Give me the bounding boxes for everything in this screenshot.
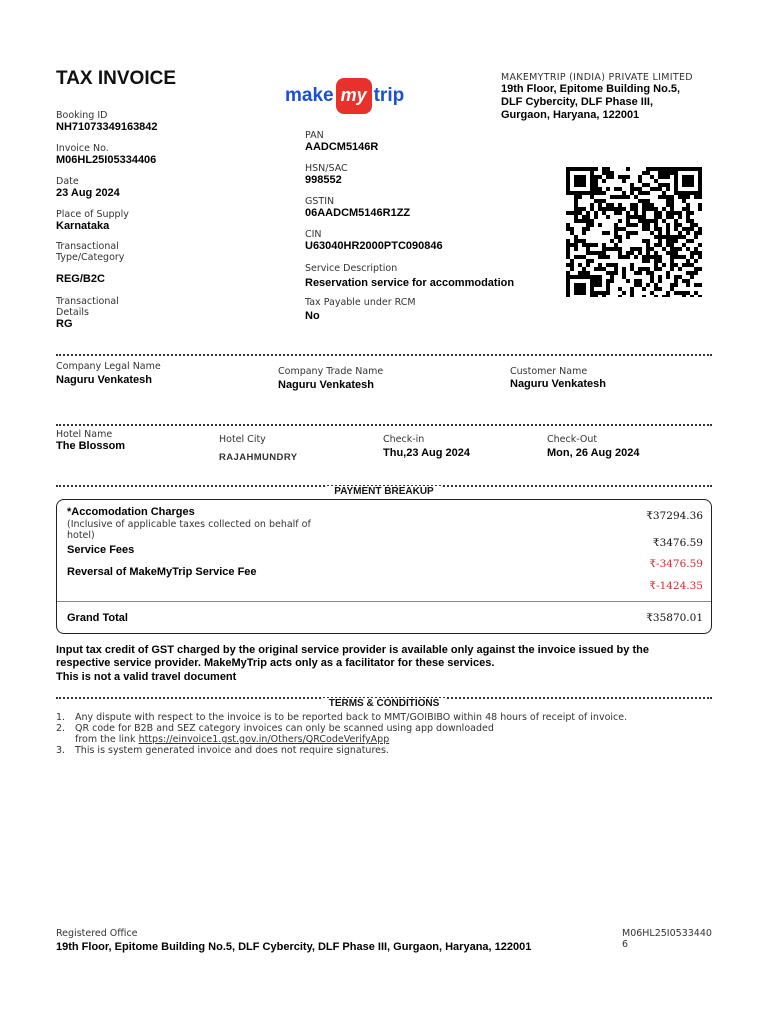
field-value: 06AADCM5146R1ZZ — [305, 207, 411, 219]
party-company-legal-name — [56, 361, 176, 387]
section-title: PAYMENT BREAKUP — [326, 486, 441, 497]
field-label: Service Description — [305, 263, 398, 274]
field-invoice-no — [56, 143, 156, 167]
company-address-line: 19th Floor, Epitome Building No.5, — [501, 83, 681, 95]
not-valid-note: This is not a valid travel document — [56, 671, 237, 683]
field-label: Hotel Name — [56, 429, 113, 440]
section-title: TERMS & CONDITIONS — [321, 698, 448, 709]
field-gstin — [305, 196, 410, 220]
hotel-city — [219, 434, 297, 464]
field-place-of-supply — [56, 209, 129, 233]
list-text: from the link — [75, 734, 139, 745]
field-pan — [305, 130, 378, 154]
divider — [56, 424, 712, 426]
logo-make: make — [285, 85, 334, 107]
invoice-reference — [622, 928, 712, 950]
field-label: Transactional Details — [56, 296, 119, 318]
field-label: HSN/SAC — [305, 163, 348, 174]
field-value: Karnataka — [56, 220, 110, 232]
field-label: Transactional Type/Category — [56, 241, 125, 263]
field-label: Tax Payable under RCM — [305, 297, 416, 308]
field-value: No — [305, 310, 320, 322]
field-booking-id — [56, 110, 158, 134]
page-title: TAX INVOICE — [56, 68, 176, 89]
logo-trip: trip — [373, 85, 405, 107]
registered-office — [56, 928, 531, 954]
field-label: Check-Out — [547, 434, 598, 445]
invoice-ref-line: M06HL25I0533440 — [622, 928, 712, 939]
company-block — [501, 72, 693, 122]
field-value: Thu,23 Aug 2024 — [383, 447, 471, 459]
divider — [57, 601, 711, 602]
field-hsn-sac — [305, 163, 348, 187]
list-item — [56, 745, 712, 756]
hotel-name — [56, 429, 125, 453]
terms-list — [56, 712, 712, 756]
accommodation-label: *Accomodation Charges — [67, 506, 195, 518]
field-value: U63040HR2000PTC090846 — [305, 240, 443, 252]
field-value: Naguru Venkatesh — [56, 374, 152, 386]
field-value: NH71073349163842 — [56, 121, 158, 133]
field-label: PAN — [305, 130, 324, 141]
company-address-line: DLF Cybercity, DLF Phase III, — [501, 96, 653, 108]
list-item — [56, 712, 712, 723]
field-label: Place of Supply — [56, 209, 129, 220]
field-label: Invoice No. — [56, 143, 109, 154]
field-label: CIN — [305, 229, 322, 240]
service-fees-label: Service Fees — [67, 544, 135, 556]
grand-total-amount: ₹35870.01 — [646, 612, 703, 624]
list-number: 2. — [56, 723, 66, 734]
hotel-check-out — [547, 434, 640, 460]
field-label: Booking ID — [56, 110, 108, 121]
field-value: RG — [56, 318, 73, 330]
party-company-trade-name — [278, 366, 388, 392]
field-value: RAJAHMUNDRY — [219, 452, 298, 463]
field-tax-rcm — [305, 297, 416, 323]
field-label: Company Trade Name — [278, 366, 384, 377]
field-label: Date — [56, 176, 79, 187]
field-label: Customer Name — [510, 366, 588, 377]
reversal-amount: ₹-1424.35 — [649, 580, 703, 592]
field-label: GSTIN — [305, 196, 335, 207]
party-customer-name — [510, 366, 606, 391]
accommodation-amount: ₹37294.36 — [646, 510, 703, 522]
accommodation-note: (Inclusive of applicable taxes collected on behalf of hotel) — [67, 519, 311, 541]
field-transactional-type — [56, 241, 136, 286]
list-text: This is system generated invoice and does not require signatures. — [75, 745, 389, 756]
field-value: AADCM5146R — [305, 141, 379, 153]
divider — [56, 354, 712, 356]
terms-section-header — [0, 691, 768, 710]
itc-note: Input tax credit of GST charged by the original service provider is available only against the invoice issued by the respective service provider. MakeMyTrip acts only as a facilitator for these services. — [56, 644, 649, 669]
field-value: 23 Aug 2024 — [56, 187, 120, 199]
invoice-ref-line: 6 — [622, 939, 629, 950]
field-service-description — [305, 263, 555, 290]
field-label: Company Legal Name — [56, 361, 161, 372]
field-value: Reservation service for accommodation — [305, 277, 515, 289]
company-name: MAKEMYTRIP (INDIA) PRIVATE LIMITED — [501, 72, 693, 83]
field-value: REG/B2C — [56, 273, 105, 285]
list-number: 1. — [56, 712, 66, 723]
field-date — [56, 176, 120, 200]
makemytrip-logo — [285, 78, 404, 114]
list-number: 3. — [56, 745, 66, 756]
payment-section-header — [0, 479, 768, 498]
field-value: 998552 — [305, 174, 342, 186]
hotel-check-in — [383, 434, 470, 460]
grand-total-label: Grand Total — [67, 612, 128, 624]
list-item — [56, 723, 712, 745]
field-label: Registered Office — [56, 928, 138, 939]
reversal-label: Reversal of MakeMyTrip Service Fee — [67, 566, 257, 578]
field-cin — [305, 229, 443, 253]
field-label: Check-in — [383, 434, 425, 445]
logo-my: my — [336, 78, 372, 114]
field-value: 19th Floor, Epitome Building No.5, DLF Cybercity, DLF Phase III, Gurgaon, Haryana, 122001 — [56, 941, 532, 953]
payment-breakup-box — [56, 499, 712, 634]
qr-code-icon — [566, 167, 702, 297]
company-address-line: Gurgaon, Haryana, 122001 — [501, 109, 640, 121]
field-value: Mon, 26 Aug 2024 — [547, 447, 640, 459]
field-value: The Blossom — [56, 440, 126, 452]
list-text: QR code for B2B and SEZ category invoices can only be scanned using app downloaded — [75, 723, 494, 734]
field-value: Naguru Venkatesh — [510, 378, 606, 390]
list-text: Any dispute with respect to the invoice is to be reported back to MMT/GOIBIBO within 48 hours of receipt of invoice. — [75, 712, 628, 723]
field-value: M06HL25I05334406 — [56, 154, 157, 166]
field-label: Hotel City — [219, 434, 266, 445]
reversal-amount: ₹-3476.59 — [649, 558, 703, 570]
field-value: Naguru Venkatesh — [278, 379, 374, 391]
qr-verify-link[interactable]: https://einvoice1.gst.gov.in/Others/QRCodeVerifyApp — [138, 734, 390, 745]
field-transactional-details — [56, 296, 126, 331]
service-fees-amount: ₹3476.59 — [652, 537, 703, 549]
